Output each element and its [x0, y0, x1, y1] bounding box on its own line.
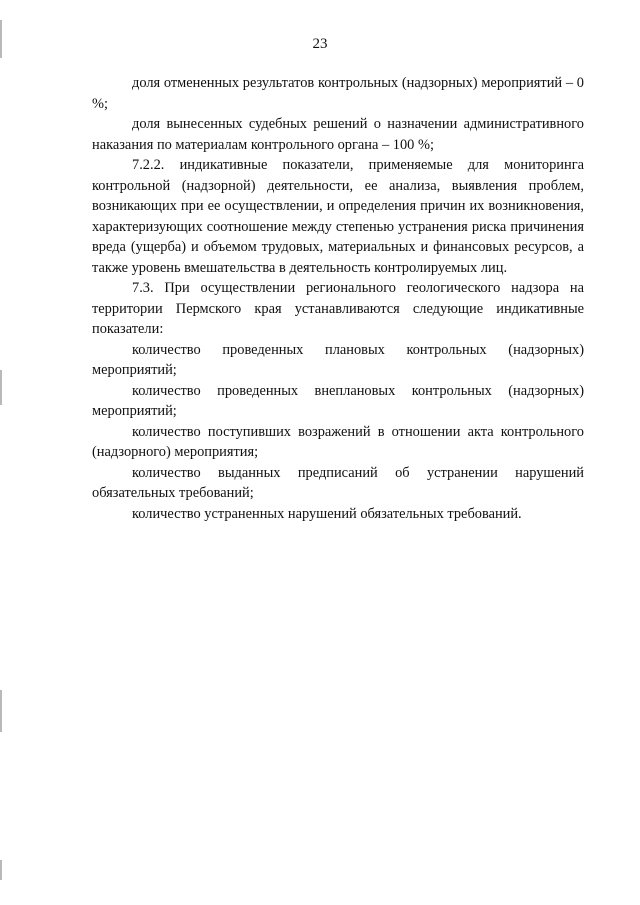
paragraph-court-decisions-share: доля вынесенных судебных решений о назначении административного наказания по материалам контрольного органа – 100 %;	[92, 116, 584, 153]
page-number: 23	[312, 36, 328, 52]
scan-edge-mark	[0, 860, 2, 880]
paragraph-unplanned-events-count: количество проведенных внеплановых контрольных (надзорных) мероприятий;	[92, 382, 584, 419]
paragraph-eliminated-violations-count: количество устраненных нарушений обязательных требований.	[132, 505, 522, 522]
paragraph-canceled-results-share: доля отмененных результатов контрольных (надзорных) мероприятий – 0 %;	[92, 75, 584, 112]
paragraph-regional-geological-supervision: 7.3. При осуществлении регионального геологического надзора на территории Пермского края устанавливаются следующие индикативные показатели:	[92, 280, 584, 337]
document-body	[92, 73, 584, 524]
paragraph-issued-orders-count: количество выданных предписаний об устранении нарушений обязательных требований;	[92, 464, 584, 501]
paragraph-objections-count: количество поступивших возражений в отношении акта контрольного (надзорного) мероприятия;	[92, 423, 584, 460]
scan-edge-mark	[0, 690, 2, 732]
scan-edge-mark	[0, 370, 2, 405]
paragraph-indicative-indicators-monitoring: 7.2.2. индикативные показатели, применяемые для мониторинга контрольной (надзорной) деятельности, ее анализа, выявления проблем, возникающих при ее осуществлении, и определения причин их возникновения, характеризующих соотношение между степенью устранения риска причинения вреда (ущерба) и объемом трудовых, материальных и финансовых ресурсов, а также уровень вмешательства в деятельность контролируемых лиц.	[92, 157, 584, 276]
paragraph-planned-events-count: количество проведенных плановых контрольных (надзорных) мероприятий;	[92, 341, 584, 378]
